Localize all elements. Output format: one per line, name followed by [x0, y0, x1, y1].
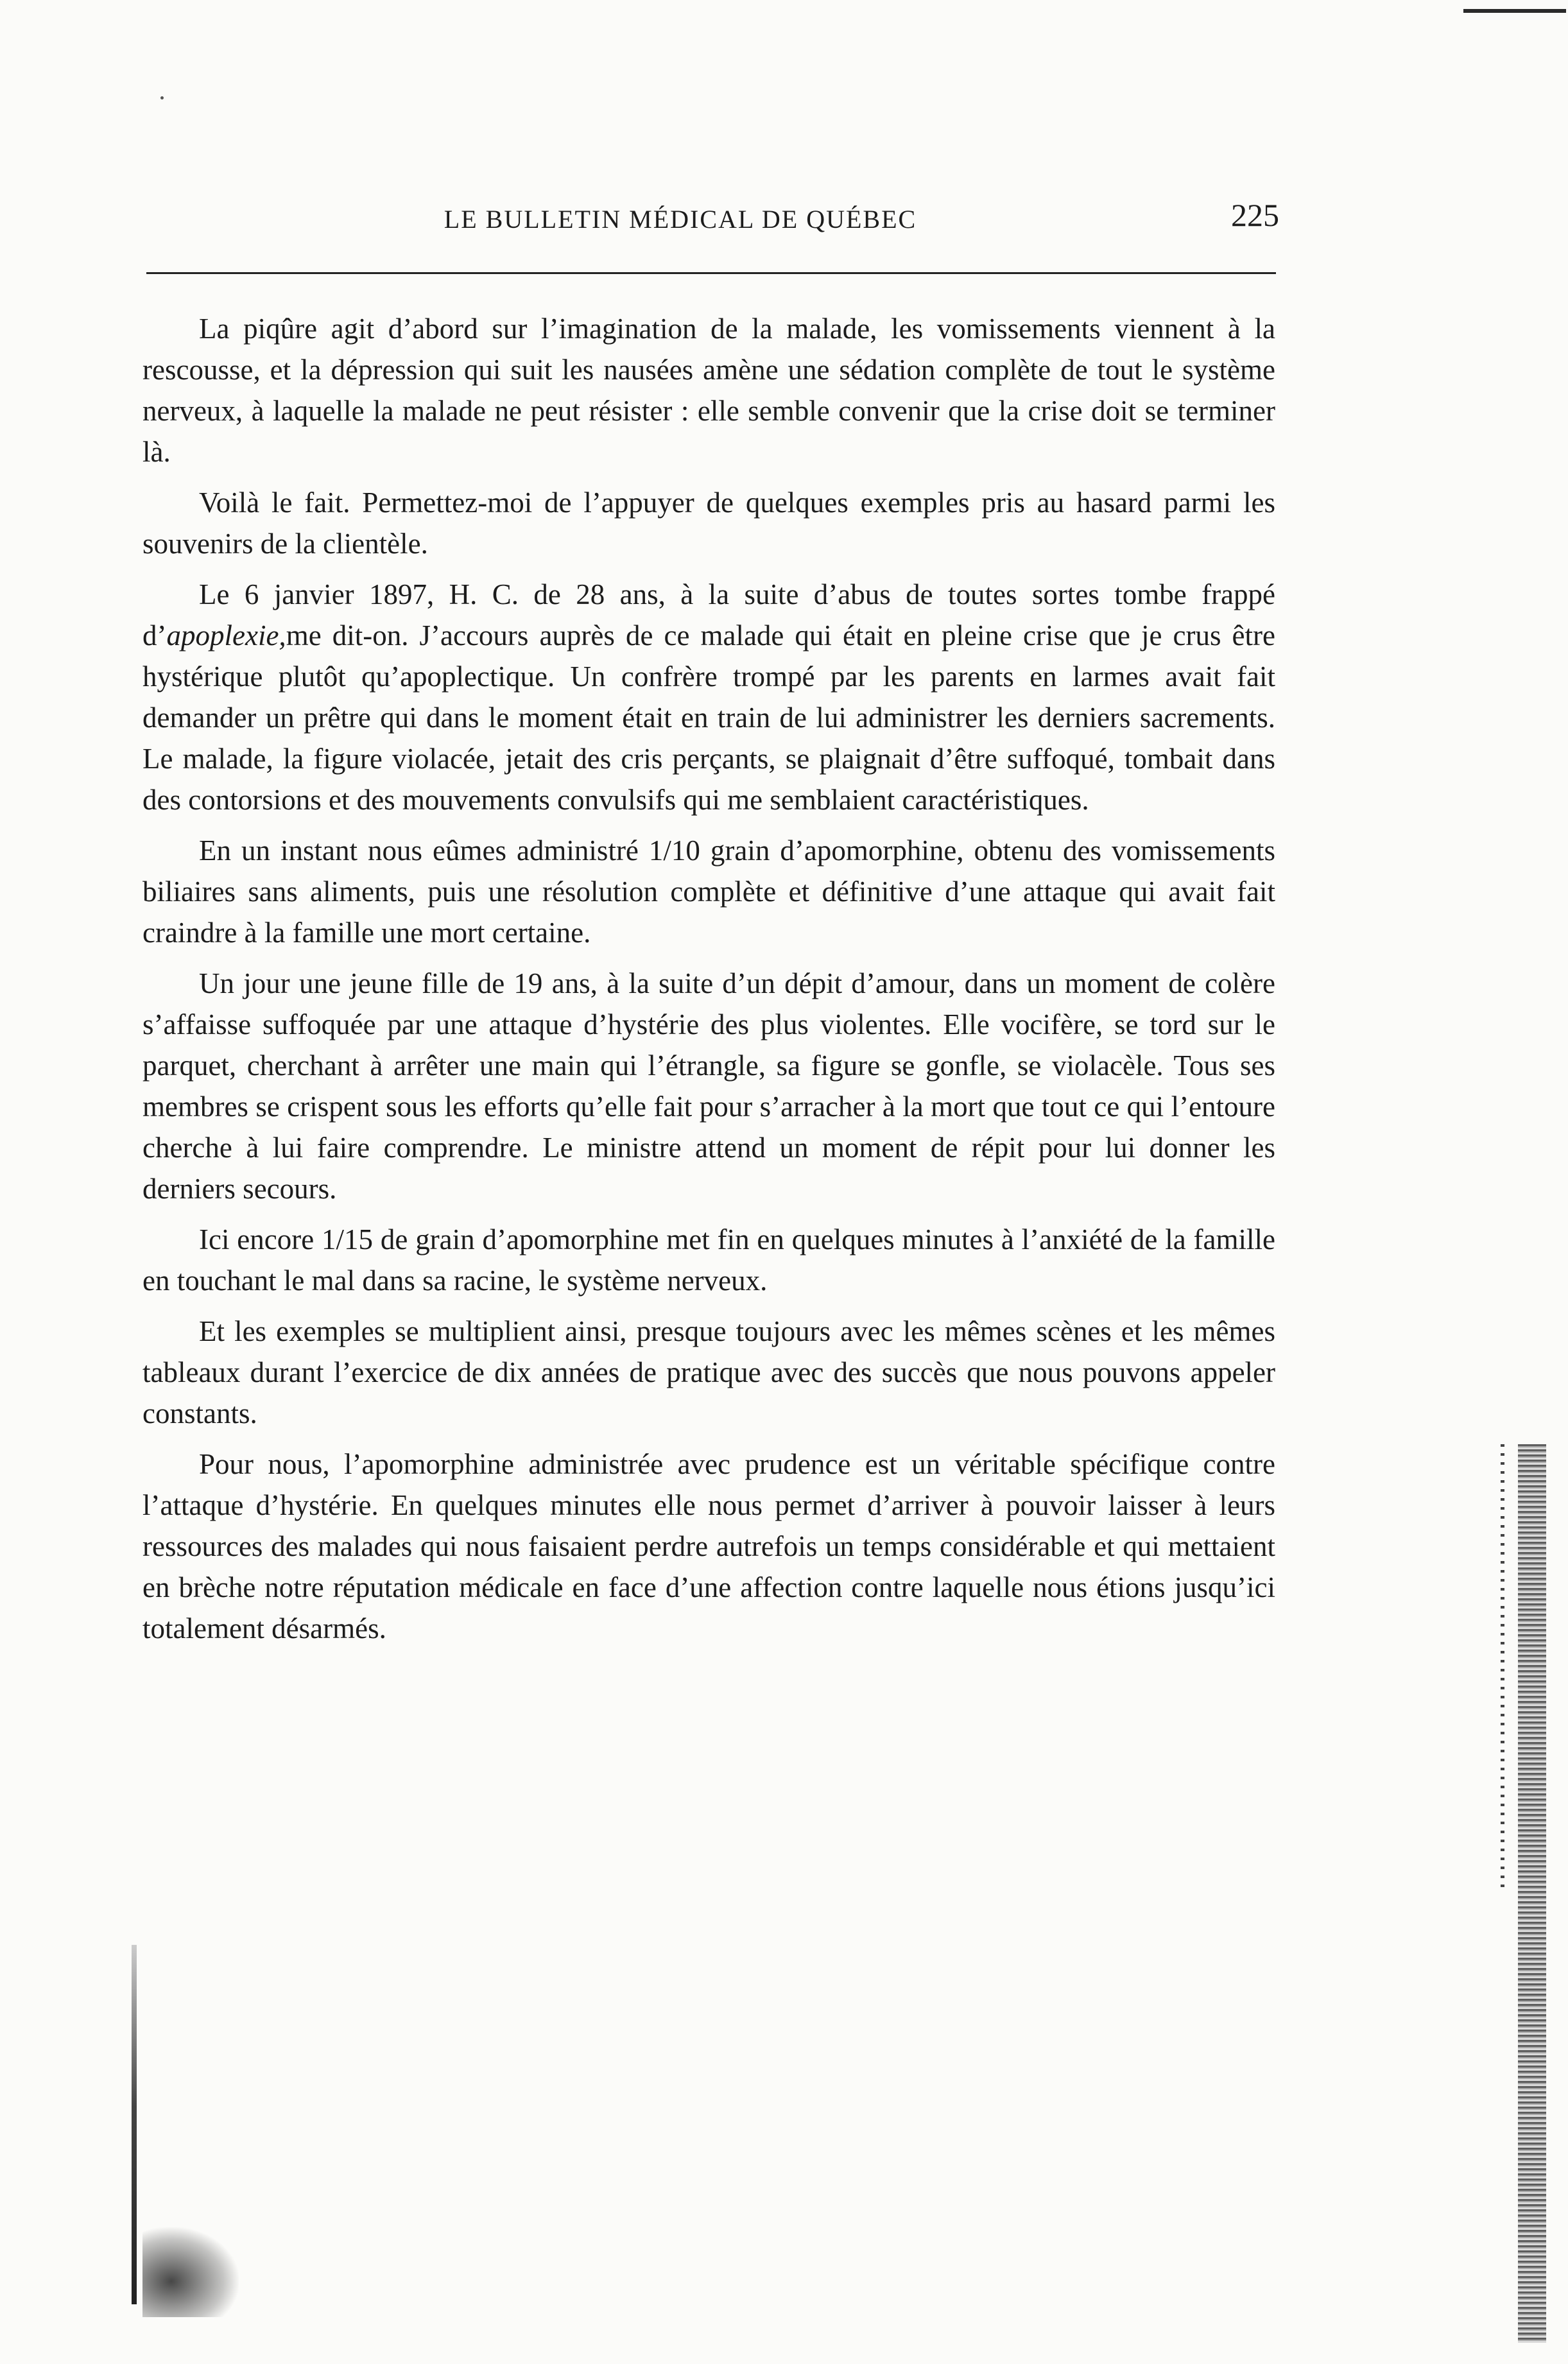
corner-scan-rule: [1463, 9, 1566, 13]
paragraph: En un instant nous eûmes administré 1/10 grain d’apomorphine, obtenu des vomissements biliaires sans aliments, puis une résolution complète et définitive d’une attaque qui avait fait craindre à la famille une mort certaine.: [142, 834, 1275, 949]
paragraph: Pour nous, l’apomorphine administrée avec prudence est un véritable spécifique contre l’attaque d’hystérie. En quelques minutes elle nous permet d’arriver à pouvoir laisser à leurs ressources des malades qui nous faisaient perdre autrefois un temps considérable et qui mettaient en brèche notre réputation médicale en face d’une affection contre laquelle nous étions jusqu’ici totalement désarmés.: [142, 1448, 1275, 1644]
page-edge-stack: [1518, 1444, 1546, 2343]
header-rule: [146, 272, 1276, 274]
paragraph: Et les exemples se multiplient ainsi, presque toujours avec les mêmes scènes et les mêmes tableaux durant l’exercice de dix années de pratique avec des succès que nous pouvons appeler constants.: [142, 1315, 1275, 1429]
paragraph: Ici encore 1/15 de grain d’apomorphine met fin en quelques minutes à l’anxiété de la famille en touchant le mal dans sa racine, le système nerveux.: [142, 1223, 1275, 1297]
paragraph: Voilà le fait. Permettez-moi de l’appuyer de quelques exemples pris au hasard parmi les souvenirs de la clientèle.: [142, 487, 1275, 560]
binding-shadow: [132, 1945, 137, 2304]
paragraph: Un jour une jeune fille de 19 ans, à la suite d’un dépit d’amour, dans un moment de colère s’affaisse suffoquée par une attaque d’hystérie des plus violentes. Elle vocifère, se tord sur le parquet, cherchant à arrêter une main qui l’étrangle, sa figure se gonfle, se violacèle. Tous ses membres se crispent sous les efforts qu’elle fait pour s’arracher à la mort que tout ce qui l’entoure cherche à lui faire comprendre. Le ministre attend un moment de répit pour lui donner les derniers secours.: [142, 967, 1275, 1205]
scan-speck: [160, 96, 164, 99]
page-number: 225: [1231, 197, 1279, 233]
body-text: [142, 308, 1275, 1659]
page-edge-marks: [1501, 1444, 1504, 1894]
running-title: LE BULLETIN MÉDICAL DE QUÉBEC: [444, 205, 917, 234]
ink-smudge: [142, 2227, 239, 2317]
italic-term: apoplexie,: [166, 619, 286, 651]
paragraph: La piqûre agit d’abord sur l’imagination de la malade, les vomissements viennent à la rescousse, et la dépression qui suit les nausées amène une sédation complète de tout le système nerveux, à laquelle la malade ne peut résister : elle semble convenir que la crise doit se terminer là.: [142, 313, 1275, 468]
paragraph: Le 6 janvier 1897, H. C. de 28 ans, à la suite d’abus de toutes sortes tombe frappé d’apoplexie,me dit-on. J’accours auprès de ce malade qui était en pleine crise que je crus être hystérique plutôt qu’apoplectique. Un confrère trompé par les parents en larmes avait fait demander un prêtre qui dans le moment était en train de lui administrer les derniers sacrements. Le malade, la figure violacée, jetait des cris perçants, se plaignait d’être suffoqué, tombait dans des contorsions et des mouvements convulsifs qui me semblaient caractéristiques.: [142, 578, 1275, 816]
